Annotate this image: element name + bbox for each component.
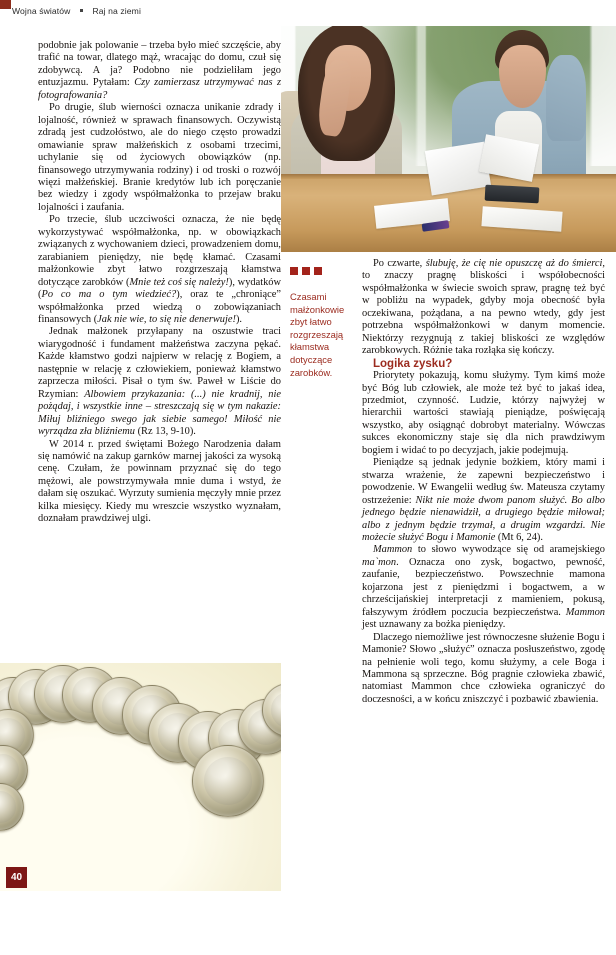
- square-icon: [314, 267, 322, 275]
- running-head-separator-icon: [80, 9, 83, 12]
- italic-run: Jak nie wie, to się nie denerwuje!: [97, 313, 236, 325]
- text-run: Dlaczego niemożliwe jest równoczesne służenie Bogu i Mamonie? Słowo „służyć” oznacza posłuszeństwo, zgodę na pełnienie woli tego, komu służymy, a cele Boga i Mammona są sprzeczne. Bóg pragnie człowieka zbawić, natomiast Mammon chce człowieka ograniczyć do doczesności, a w końcu zniszczyć i pozbawić zbawienia.: [362, 631, 605, 705]
- right-text-column: [362, 258, 605, 706]
- text-run: Po trzecie, ślub uczciwości oznacza, że nie będę wykorzystywać współmałżonka, np. w obowiązkach związanych z wychowaniem dzieci, prowadzeniem domu, zarabianiem pieniędzy, nie będę kłamać. Czasami małżonkowie zbyt łatwo rozgrzeszają kłamstwa dotyczące zarobków (: [38, 214, 281, 288]
- running-head-text: [12, 6, 141, 16]
- text-run: Jednak małżonek przyłapany na oszustwie traci wiarygodność i fundament małżeństwa zaczyna pękać. Każde kłamstwo godzi najpierw w relację z Bogiem, a następnie w relację z człowiekiem, ponieważ kłamstwo zaprzecza miłości. Pisał o tym św. Paweł w Liście do Rzymian:: [38, 326, 281, 400]
- italic-run: ślubuję, że cię nie opuszczę aż do śmierci: [425, 258, 603, 269]
- text-run: podobnie jak polowanie – trzeba było mieć szczęście, aby trafić na towar, dlatego mąż, wracając do domu, czuł się zdobywcą. A ja? Podobno nie podzieliłam jego entuzjazmu. Pytałam:: [38, 40, 281, 89]
- text-run: ), wydatków (: [38, 276, 281, 301]
- photo-coins: [0, 663, 281, 891]
- text-run: jest uznawany za bożka pieniędzy.: [362, 619, 506, 631]
- text-run: ).: [235, 313, 243, 325]
- text-run: Pieniądze są jednak jedynie bożkiem, który mami i stwarza wrażenie, że zapewni bezpieczeństwo i powodzenie. W Ewangelii według św. Mateusza czytamy ostrzeżenie:: [362, 457, 605, 506]
- coin: [0, 783, 24, 831]
- left-text-column: [38, 40, 281, 526]
- italic-run: Mnie też coś się należy!: [129, 276, 229, 288]
- text-run: (Mt 6, 24).: [495, 531, 543, 543]
- page-number-badge: 40: [6, 867, 27, 888]
- body-paragraph: [362, 370, 605, 457]
- body-paragraph: [38, 214, 281, 326]
- italic-run: Mammon: [565, 606, 605, 618]
- text-run: Priorytety pokazują, komu służymy. Tym kimś może być Bóg lub człowiek, ale może też być to jakaś idea, przedmiot, czynność. Ludzie, którzy najwyżej w hierarchii wartości stawiają pieniądze, poświęcają wszystko, aby osiągnąć dobrobyt materialny. Wówczas sukces ekonomiczny staje się dla nich prawdziwym bogiem i widać to po decyzjach, jakie podejmują.: [362, 370, 605, 456]
- body-paragraph: [362, 632, 605, 707]
- body-paragraph: [362, 457, 605, 544]
- running-head-left-title: Wojna światów: [12, 6, 71, 16]
- photo-man-arm: [546, 55, 586, 141]
- italic-run: Po co ma o tym wiedzieć?: [41, 289, 177, 301]
- body-paragraph: [38, 102, 281, 214]
- text-run: . Oznacza ono zysk, bogactwo, pewność, zaufanie, bezpieczeństwo. Powszechnie mamona kojarzona jest z pieniędzmi i bogactwem, a w chrześcijańskiej interpretacji z mamieniem, pokusą, fałszywym źródłem poczucia bezpieczeństwa.: [362, 556, 605, 618]
- body-paragraph: [38, 40, 281, 102]
- text-run: Po czwarte,: [373, 258, 426, 269]
- pullquote-squares: [290, 262, 352, 280]
- running-head-right-title: Raj na ziemi: [92, 6, 141, 16]
- text-run: , to znaczy pragnę bliskości i współobecności współmałżonka w świecie swoich spraw, pragnę też być w pobliżu na wypadek, gdyby moja obecność była oczekiwana, pożądana, a na pewno wtedy, gdy jest potrzebna współmałżonkowi w danym momencie. Niektórzy rezygnują z takiej bliskości ze względów zarobkowych. Różnie taka rozłąka się kończy.: [362, 258, 605, 357]
- photo-couple-with-bills: [281, 0, 616, 252]
- italic-run: Albowiem przykazania: (...) nie kradnij, nie pożądaj, i wszystkie inne – streszczają się w tym nakazie: Miłuj bliźniego swego jak siebie samego! Miłość nie wyrządza zła bliźniemu: [38, 388, 281, 438]
- running-head-mark: [0, 0, 11, 9]
- italic-run: Mammon: [373, 544, 413, 556]
- text-run: to słowo wywodzące się od aramejskiego: [412, 544, 605, 556]
- running-head: [0, 0, 616, 26]
- italic-run: ma`mon: [362, 556, 397, 568]
- body-paragraph: [362, 544, 605, 631]
- italic-run: Czy zamierzasz utrzymywać nas z fotografowania?: [38, 77, 282, 101]
- pullquote-text: Czasami małżonkowie zbyt łatwo rozgrzeszają kłamstwa dotyczące zarobków.: [290, 291, 345, 378]
- square-icon: [290, 267, 298, 275]
- text-run: ), oraz te „chroniące” współmałżonka przed wiedzą o zobowiązaniach finansowych (: [38, 289, 281, 325]
- body-paragraph: [38, 439, 281, 526]
- section-heading-logika-zysku: Logika zysku?: [373, 357, 453, 370]
- body-paragraph: [362, 258, 605, 358]
- coin: [192, 745, 264, 817]
- body-paragraph: [38, 326, 281, 438]
- italic-run: Nikt nie może dwom panom służyć. Bo albo jednego będzie nienawidził, a drugiego będzie miłował; albo z jednym będzie trzymał, a drugim wzgardzi. Nie możecie służyć Bogu i Mamonie: [362, 494, 605, 543]
- text-run: Po drugie, ślub wierności oznacza unikanie zdrady i lojalność, również w sprawach finansowych. Oczywistą zdradą jest cudzołóstwo, ale do niego często prowadzi omawianie spraw małżeńskich z osobami trzecimi, uchylanie się od życiowych obowiązków (np. finansowego utrzymywania rodziny) i od troski o rozwój więzi małżeńskiej. Branie kredytów lub ich poręczanie bez wiedzy i zgody współmałżonka to przejaw braku lojalności i zaufania.: [38, 102, 281, 213]
- square-icon: [302, 267, 310, 275]
- text-run: W 2014 r. przed świętami Bożego Narodzenia dałam się namówić na zakup garnków marnej jakości za wysoką cenę. Czułam, że powinnam przyznać się do tego mężowi, ale powstrzymywała mnie duma i wstyd, że dałam się oszukać. Wyrzuty sumienia męczyły mnie przez kilka miesięcy. Kiedy mu wreszcie wszystko wyznałam, doznałam prawdziwej ulgi.: [38, 438, 281, 525]
- text-run: (Rz 13, 9-10).: [135, 426, 196, 438]
- pullquote: [290, 262, 352, 379]
